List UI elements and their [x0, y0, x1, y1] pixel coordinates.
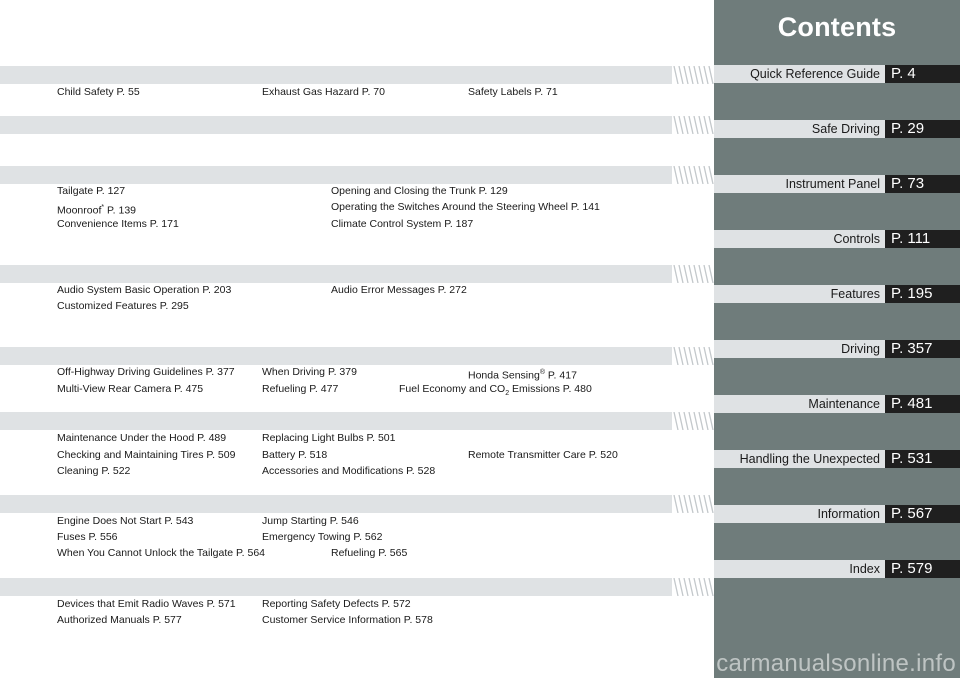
tick-line — [704, 495, 708, 513]
chapter-maintenance[interactable] — [714, 395, 960, 413]
tick-line — [699, 265, 703, 283]
chapter-page: P. 73 — [885, 175, 960, 193]
chapter-label: Maintenance — [714, 395, 885, 413]
link-convenience-items[interactable]: Convenience Items P. 171 — [57, 218, 179, 230]
chapter-label: Safe Driving — [714, 120, 885, 138]
section-band-features — [0, 347, 672, 365]
tick-line — [674, 166, 678, 184]
section-band-controls — [0, 265, 672, 283]
tick-line — [709, 412, 713, 430]
chapter-page: P. 111 — [885, 230, 960, 248]
tick-line — [684, 166, 688, 184]
sensing-page: P. 417 — [544, 369, 577, 382]
chapter-page: P. 481 — [885, 395, 960, 413]
tick-line — [694, 412, 698, 430]
tick-line — [704, 412, 708, 430]
section-band-driving — [0, 412, 672, 430]
tick-line — [694, 495, 698, 513]
chapter-label: Instrument Panel — [714, 175, 885, 193]
section-band-quick-reference — [0, 66, 672, 84]
link-when-driving[interactable]: When Driving P. 379 — [262, 366, 357, 378]
tick-line — [679, 66, 683, 84]
moonroof-text: Moonroof — [57, 204, 102, 217]
diagonal-ticks-svg — [672, 66, 714, 84]
chapter-label: Information — [714, 505, 885, 523]
diagonal-ticks-svg — [672, 495, 714, 513]
chapter-page: P. 531 — [885, 450, 960, 468]
tick-line — [709, 66, 713, 84]
economy-page: Emissions P. 480 — [509, 383, 592, 395]
tick-line — [699, 166, 703, 184]
chapter-instrument-panel[interactable] — [714, 175, 960, 193]
chapter-quick-reference[interactable] — [714, 65, 960, 83]
tick-line — [684, 66, 688, 84]
sensing-text: Honda Sensing — [468, 369, 540, 382]
tick-line — [709, 578, 713, 596]
tick-line — [704, 166, 708, 184]
tick-line — [689, 116, 693, 134]
link-unlock-tailgate[interactable]: When You Cannot Unlock the Tailgate P. 564 — [57, 547, 266, 559]
link-exhaust-gas-hazard[interactable]: Exhaust Gas Hazard P. 70 — [262, 86, 385, 98]
chapter-page: P. 195 — [885, 285, 960, 303]
link-tires[interactable]: Checking and Maintaining Tires P. 509 — [57, 449, 236, 461]
tick-line — [679, 495, 683, 513]
tick-line — [684, 116, 688, 134]
tick-line — [694, 578, 698, 596]
sidebar-title: Contents — [777, 12, 897, 42]
tick-line — [699, 66, 703, 84]
chapter-safe-driving[interactable] — [714, 120, 960, 138]
chapter-page: P. 579 — [885, 560, 960, 578]
tick-line — [674, 116, 678, 134]
tick-line — [674, 578, 678, 596]
tick-line — [689, 66, 693, 84]
link-battery[interactable]: Battery P. 518 — [262, 449, 328, 461]
diagonal-ticks-svg — [672, 578, 714, 596]
link-steering-switches[interactable]: Operating the Switches Around the Steering Wheel P. 141 — [331, 201, 600, 213]
tick-line — [704, 66, 708, 84]
tick-line — [689, 578, 693, 596]
section-band-instrument-panel — [0, 166, 672, 184]
co2-subscript: 2 — [505, 390, 510, 398]
tick-line — [679, 412, 683, 430]
tick-line — [674, 495, 678, 513]
tick-line — [689, 347, 693, 365]
diagonal-ticks-decoration — [672, 412, 714, 430]
section-band-safe-driving — [0, 116, 672, 134]
moonroof-page: P. 139 — [104, 204, 137, 217]
link-moonroof[interactable] — [57, 201, 136, 218]
chapter-features[interactable] — [714, 285, 960, 303]
tick-line — [709, 495, 713, 513]
tick-line — [704, 116, 708, 134]
chapter-label: Index — [714, 560, 885, 578]
chapter-index[interactable] — [714, 560, 960, 578]
diagonal-ticks-svg — [672, 166, 714, 184]
tick-line — [694, 166, 698, 184]
diagonal-ticks-decoration — [672, 66, 714, 84]
link-fuses[interactable]: Fuses P. 556 — [57, 531, 118, 543]
link-safety-defects[interactable]: Reporting Safety Defects P. 572 — [262, 598, 411, 610]
tick-line — [709, 265, 713, 283]
diagonal-ticks-decoration — [672, 166, 714, 184]
section-band-handling — [0, 578, 672, 596]
link-light-bulbs[interactable]: Replacing Light Bulbs P. 501 — [262, 432, 396, 444]
link-customized-features[interactable]: Customized Features P. 295 — [57, 300, 189, 312]
chapter-label: Quick Reference Guide — [714, 65, 885, 83]
tick-line — [704, 578, 708, 596]
tick-line — [674, 66, 678, 84]
link-authorized-manuals[interactable]: Authorized Manuals P. 577 — [57, 614, 182, 626]
chapter-handling-unexpected[interactable] — [714, 450, 960, 468]
section-band-maintenance — [0, 495, 672, 513]
link-safety-labels[interactable]: Safety Labels P. 71 — [468, 86, 558, 98]
tick-line — [674, 347, 678, 365]
chapter-information[interactable] — [714, 505, 960, 523]
tick-line — [694, 347, 698, 365]
diagonal-ticks-svg — [672, 347, 714, 365]
chapter-label: Driving — [714, 340, 885, 358]
diagonal-ticks-svg — [672, 412, 714, 430]
tick-line — [699, 578, 703, 596]
economy-text: Fuel Economy and CO — [399, 383, 506, 395]
link-fuel-economy[interactable] — [399, 383, 592, 400]
tick-line — [679, 116, 683, 134]
link-emergency-towing[interactable]: Emergency Towing P. 562 — [262, 531, 383, 543]
diagonal-ticks-decoration — [672, 495, 714, 513]
link-engine-not-start[interactable]: Engine Does Not Start P. 543 — [57, 515, 194, 527]
tick-line — [679, 265, 683, 283]
tick-line — [684, 265, 688, 283]
footnote-star: * — [101, 204, 105, 211]
tick-line — [689, 495, 693, 513]
link-jump-starting[interactable]: Jump Starting P. 546 — [262, 515, 359, 527]
chapter-controls[interactable] — [714, 230, 960, 248]
chapter-page: P. 567 — [885, 505, 960, 523]
chapter-page: P. 4 — [885, 65, 960, 83]
registered-mark: ® — [539, 369, 545, 376]
tick-line — [684, 347, 688, 365]
link-rear-camera[interactable]: Multi-View Rear Camera P. 475 — [57, 383, 204, 395]
tick-line — [699, 116, 703, 134]
diagonal-ticks-svg — [672, 116, 714, 134]
link-audio-basic[interactable]: Audio System Basic Operation P. 203 — [57, 284, 232, 296]
tick-line — [674, 265, 678, 283]
diagonal-ticks-svg — [672, 265, 714, 283]
tick-line — [684, 578, 688, 596]
link-refueling-unexpected[interactable]: Refueling P. 565 — [331, 547, 408, 559]
chapter-page: P. 357 — [885, 340, 960, 358]
link-opening-closing-trunk[interactable]: Opening and Closing the Trunk P. 129 — [331, 185, 508, 197]
diagonal-ticks-decoration — [672, 116, 714, 134]
chapter-page: P. 29 — [885, 120, 960, 138]
link-cleaning[interactable]: Cleaning P. 522 — [57, 465, 131, 477]
tick-line — [684, 412, 688, 430]
diagonal-ticks-decoration — [672, 265, 714, 283]
tick-line — [679, 578, 683, 596]
chapter-label: Controls — [714, 230, 885, 248]
link-radio-devices[interactable]: Devices that Emit Radio Waves P. 571 — [57, 598, 236, 610]
link-customer-service[interactable]: Customer Service Information P. 578 — [262, 614, 433, 626]
link-tailgate[interactable]: Tailgate P. 127 — [57, 185, 126, 197]
link-climate-control[interactable]: Climate Control System P. 187 — [331, 218, 474, 230]
tick-line — [694, 116, 698, 134]
tick-line — [704, 265, 708, 283]
tick-line — [679, 166, 683, 184]
tick-line — [679, 347, 683, 365]
diagonal-ticks-decoration — [672, 347, 714, 365]
tick-line — [709, 166, 713, 184]
link-accessories[interactable]: Accessories and Modifications P. 528 — [262, 465, 436, 477]
tick-line — [689, 166, 693, 184]
link-child-safety[interactable]: Child Safety P. 55 — [57, 86, 140, 98]
tick-line — [699, 495, 703, 513]
link-honda-sensing[interactable] — [468, 366, 577, 383]
tick-line — [674, 412, 678, 430]
chapter-label: Handling the Unexpected — [714, 450, 885, 468]
diagonal-ticks-decoration — [672, 578, 714, 596]
link-remote-transmitter[interactable]: Remote Transmitter Care P. 520 — [468, 449, 618, 461]
link-off-highway[interactable]: Off-Highway Driving Guidelines P. 377 — [57, 366, 235, 378]
tick-line — [684, 495, 688, 513]
tick-line — [689, 412, 693, 430]
tick-line — [689, 265, 693, 283]
tick-line — [694, 265, 698, 283]
chapter-label: Features — [714, 285, 885, 303]
tick-line — [699, 347, 703, 365]
tick-line — [704, 347, 708, 365]
link-maintenance-hood[interactable]: Maintenance Under the Hood P. 489 — [57, 432, 227, 444]
tick-line — [709, 347, 713, 365]
link-refueling[interactable]: Refueling P. 477 — [262, 383, 339, 395]
chapter-driving[interactable] — [714, 340, 960, 358]
site-watermark: carmanualsonline.info — [716, 650, 956, 677]
link-audio-error[interactable]: Audio Error Messages P. 272 — [331, 284, 467, 296]
tick-line — [694, 66, 698, 84]
tick-line — [709, 116, 713, 134]
tick-line — [699, 412, 703, 430]
